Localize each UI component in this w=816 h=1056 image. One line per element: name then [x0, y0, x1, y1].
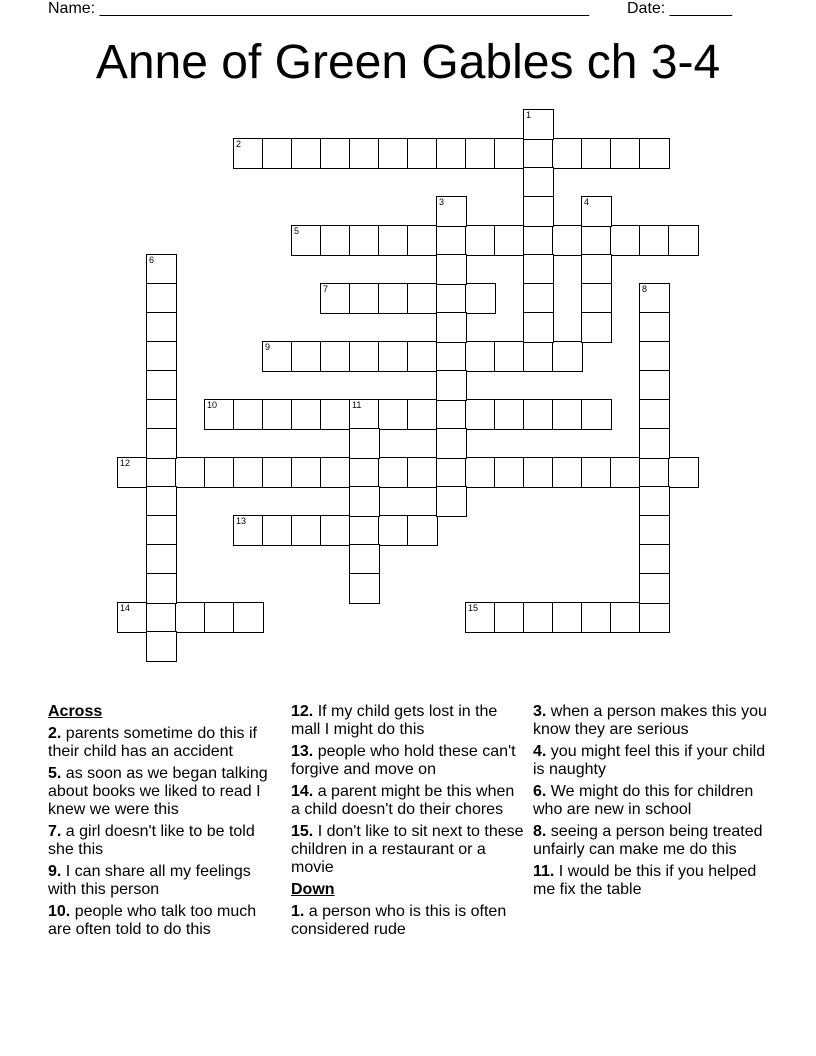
clue-column-3 [533, 703, 769, 903]
grid-cell[interactable] [146, 399, 177, 430]
grid-cell[interactable] [436, 370, 467, 401]
grid-cell[interactable] [378, 138, 409, 169]
grid-cell[interactable] [494, 457, 525, 488]
grid-cell[interactable] [581, 399, 612, 430]
grid-cell[interactable] [233, 515, 264, 546]
grid-cell[interactable] [494, 138, 525, 169]
grid-cell[interactable] [349, 457, 380, 488]
grid-cell[interactable] [552, 138, 583, 169]
clue-item [533, 823, 769, 859]
grid-cell[interactable] [233, 399, 264, 430]
clue-number: 2. [48, 725, 62, 742]
grid-cell[interactable] [581, 196, 612, 227]
grid-cell[interactable] [436, 225, 467, 256]
grid-cell[interactable] [523, 109, 554, 140]
grid-cell[interactable] [146, 457, 177, 488]
grid-cell[interactable] [349, 399, 380, 430]
clue-number: 12. [291, 703, 314, 720]
grid-cell[interactable] [436, 283, 467, 314]
grid-cell[interactable] [465, 283, 496, 314]
clue-column-1 [48, 703, 282, 943]
grid-cell[interactable] [378, 283, 409, 314]
clue-text: If my child gets lost in the mall I might do this [291, 703, 498, 738]
grid-cell[interactable] [639, 486, 670, 517]
grid-cell[interactable] [407, 138, 438, 169]
grid-cell[interactable] [668, 225, 699, 256]
grid-cell[interactable] [668, 457, 699, 488]
grid-cell[interactable] [552, 602, 583, 633]
grid-cell[interactable] [233, 457, 264, 488]
grid-cell[interactable] [639, 341, 670, 372]
clue-column-2 [291, 703, 525, 943]
clue-text: I don't like to sit next to these children in a restaurant or a movie [291, 823, 524, 876]
grid-cell[interactable] [465, 138, 496, 169]
clue-number-label: 8 [642, 284, 648, 294]
grid-cell[interactable] [378, 399, 409, 430]
grid-cell[interactable] [349, 573, 380, 604]
grid-cell[interactable] [378, 515, 409, 546]
grid-cell[interactable] [378, 457, 409, 488]
clue-item [291, 903, 525, 939]
grid-cell[interactable] [523, 254, 554, 285]
grid-cell[interactable] [204, 399, 235, 430]
clue-item [533, 743, 769, 779]
grid-cell[interactable] [494, 225, 525, 256]
grid-cell[interactable] [349, 341, 380, 372]
grid-cell[interactable] [146, 573, 177, 604]
grid-cell[interactable] [407, 283, 438, 314]
grid-cell[interactable] [262, 399, 293, 430]
clue-item [291, 823, 525, 877]
grid-cell[interactable] [465, 341, 496, 372]
clue-text: people who hold these can't forgive and move on [291, 743, 516, 778]
grid-cell[interactable] [436, 457, 467, 488]
clue-number: 13. [291, 743, 314, 760]
grid-cell[interactable] [639, 370, 670, 401]
clue-text: I can share all my feelings with this person [48, 863, 251, 898]
clue-number-label: 6 [149, 255, 155, 265]
grid-cell[interactable] [262, 138, 293, 169]
grid-cell[interactable] [552, 457, 583, 488]
grid-cell[interactable] [146, 254, 177, 285]
grid-cell[interactable] [291, 341, 322, 372]
grid-cell[interactable] [639, 457, 670, 488]
grid-cell[interactable] [523, 457, 554, 488]
grid-cell[interactable] [291, 457, 322, 488]
grid-cell[interactable] [407, 225, 438, 256]
clue-number-label: 12 [120, 458, 131, 468]
grid-cell[interactable] [146, 370, 177, 401]
grid-cell[interactable] [320, 341, 351, 372]
clue-text: when a person makes this you know they are serious [533, 703, 767, 738]
grid-cell[interactable] [639, 602, 670, 633]
grid-cell[interactable] [639, 138, 670, 169]
grid-cell[interactable] [639, 399, 670, 430]
grid-cell[interactable] [349, 225, 380, 256]
grid-cell[interactable] [639, 573, 670, 604]
date-field-label: Date: _______ [627, 0, 732, 17]
clue-number-label: 4 [584, 197, 590, 207]
grid-cell[interactable] [610, 138, 641, 169]
grid-cell[interactable] [639, 283, 670, 314]
grid-cell[interactable] [291, 515, 322, 546]
clue-number-label: 7 [323, 284, 329, 294]
clue-item [533, 863, 769, 899]
clue-number: 15. [291, 823, 314, 840]
grid-cell[interactable] [175, 602, 206, 633]
clue-number: 7. [48, 823, 62, 840]
grid-cell[interactable] [204, 602, 235, 633]
grid-cell[interactable] [349, 138, 380, 169]
grid-cell[interactable] [465, 225, 496, 256]
clue-text: parents sometime do this if their child has an accident [48, 725, 257, 760]
clue-number: 14. [291, 783, 314, 800]
grid-cell[interactable] [146, 428, 177, 459]
grid-cell[interactable] [146, 341, 177, 372]
clue-item [48, 725, 282, 761]
clue-text: a person who is this is often considered rude [291, 903, 507, 938]
grid-cell[interactable] [639, 312, 670, 343]
grid-cell[interactable] [465, 399, 496, 430]
grid-cell[interactable] [262, 457, 293, 488]
grid-cell[interactable] [146, 515, 177, 546]
grid-cell[interactable] [436, 428, 467, 459]
grid-cell[interactable] [552, 341, 583, 372]
clue-number-label: 3 [439, 197, 445, 207]
grid-cell[interactable] [349, 544, 380, 575]
clue-item [533, 783, 769, 819]
grid-cell[interactable] [523, 399, 554, 430]
grid-cell[interactable] [436, 486, 467, 517]
grid-cell[interactable] [262, 341, 293, 372]
name-field-label: Name: _______________________________________________________ [48, 0, 589, 17]
grid-cell[interactable] [407, 399, 438, 430]
grid-cell[interactable] [523, 602, 554, 633]
grid-cell[interactable] [581, 457, 612, 488]
grid-cell[interactable] [552, 225, 583, 256]
grid-cell[interactable] [523, 196, 554, 227]
clue-section-heading: Down [291, 881, 335, 898]
grid-cell[interactable] [233, 602, 264, 633]
clue-number: 9. [48, 863, 62, 880]
clue-text: a parent might be this when a child doesn't do their chores [291, 783, 515, 818]
grid-cell[interactable] [407, 341, 438, 372]
clue-number-label: 1 [526, 110, 532, 120]
clue-item [48, 765, 282, 819]
grid-cell[interactable] [320, 138, 351, 169]
grid-cell[interactable] [262, 515, 293, 546]
clue-number-label: 10 [207, 400, 218, 410]
grid-cell[interactable] [639, 428, 670, 459]
grid-cell[interactable] [291, 138, 322, 169]
grid-cell[interactable] [436, 138, 467, 169]
grid-cell[interactable] [610, 457, 641, 488]
clue-number-label: 5 [294, 226, 300, 236]
grid-cell[interactable] [581, 602, 612, 633]
grid-cell[interactable] [581, 138, 612, 169]
grid-cell[interactable] [146, 312, 177, 343]
grid-cell[interactable] [117, 602, 148, 633]
grid-cell[interactable] [349, 283, 380, 314]
grid-cell[interactable] [610, 602, 641, 633]
clue-item [291, 743, 525, 779]
grid-cell[interactable] [494, 341, 525, 372]
clue-number-label: 13 [236, 516, 247, 526]
grid-cell[interactable] [494, 399, 525, 430]
grid-cell[interactable] [581, 312, 612, 343]
clue-number: 3. [533, 703, 547, 720]
grid-cell[interactable] [378, 341, 409, 372]
grid-cell[interactable] [320, 225, 351, 256]
grid-cell[interactable] [639, 544, 670, 575]
clue-item [533, 703, 769, 739]
grid-cell[interactable] [523, 312, 554, 343]
grid-cell[interactable] [320, 515, 351, 546]
grid-cell[interactable] [465, 457, 496, 488]
grid-cell[interactable] [523, 138, 554, 169]
grid-cell[interactable] [146, 283, 177, 314]
grid-cell[interactable] [581, 254, 612, 285]
grid-cell[interactable] [523, 341, 554, 372]
grid-cell[interactable] [523, 283, 554, 314]
clue-number-label: 2 [236, 139, 242, 149]
grid-cell[interactable] [146, 486, 177, 517]
clue-text: as soon as we began talking about books we liked to read I knew we were this [48, 765, 268, 818]
clue-text: We might do this for children who are new in school [533, 783, 754, 818]
page-title: Anne of Green Gables ch 3-4 [95, 36, 721, 89]
grid-cell[interactable] [436, 399, 467, 430]
grid-cell[interactable] [146, 602, 177, 633]
grid-cell[interactable] [291, 225, 322, 256]
clue-text: people who talk too much are often told to do this [48, 903, 257, 938]
grid-cell[interactable] [204, 457, 235, 488]
clue-text: I would be this if you helped me fix the table [533, 863, 757, 898]
grid-cell[interactable] [175, 457, 206, 488]
grid-cell[interactable] [639, 225, 670, 256]
grid-cell[interactable] [320, 283, 351, 314]
grid-cell[interactable] [320, 457, 351, 488]
grid-cell[interactable] [233, 138, 264, 169]
grid-cell[interactable] [349, 515, 380, 546]
clue-number: 8. [533, 823, 547, 840]
clue-text: seeing a person being treated unfairly can make me do this [533, 823, 763, 858]
clue-item [48, 863, 282, 899]
grid-cell[interactable] [436, 341, 467, 372]
grid-cell[interactable] [523, 225, 554, 256]
clue-number: 11. [533, 863, 555, 880]
clue-number-label: 11 [352, 400, 362, 410]
grid-cell[interactable] [349, 428, 380, 459]
grid-cell[interactable] [581, 225, 612, 256]
grid-cell[interactable] [378, 225, 409, 256]
grid-cell[interactable] [610, 225, 641, 256]
grid-cell[interactable] [581, 283, 612, 314]
clue-number-label: 14 [120, 603, 131, 613]
grid-cell[interactable] [436, 312, 467, 343]
grid-cell[interactable] [523, 167, 554, 198]
grid-cell[interactable] [465, 602, 496, 633]
clue-number: 1. [291, 903, 305, 920]
clue-item [48, 823, 282, 859]
grid-cell[interactable] [436, 196, 467, 227]
grid-cell[interactable] [639, 515, 670, 546]
clue-number: 10. [48, 903, 71, 920]
grid-cell[interactable] [494, 602, 525, 633]
clue-item [291, 703, 525, 739]
clue-section-heading: Across [48, 703, 103, 720]
grid-cell[interactable] [407, 457, 438, 488]
grid-cell[interactable] [146, 544, 177, 575]
clue-item [291, 783, 525, 819]
clue-number: 5. [48, 765, 62, 782]
clue-item [48, 903, 282, 939]
grid-cell[interactable] [407, 515, 438, 546]
clue-text: you might feel this if your child is naughty [533, 743, 766, 778]
grid-cell[interactable] [320, 399, 351, 430]
clue-number-label: 15 [468, 603, 479, 613]
grid-cell[interactable] [552, 399, 583, 430]
clue-number: 4. [533, 743, 547, 760]
grid-cell[interactable] [117, 457, 148, 488]
clue-text: a girl doesn't like to be told she this [48, 823, 255, 858]
grid-cell[interactable] [349, 486, 380, 517]
grid-cell[interactable] [436, 254, 467, 285]
clue-number: 6. [533, 783, 547, 800]
grid-cell[interactable] [146, 631, 177, 662]
clue-number-label: 9 [265, 342, 271, 352]
grid-cell[interactable] [291, 399, 322, 430]
